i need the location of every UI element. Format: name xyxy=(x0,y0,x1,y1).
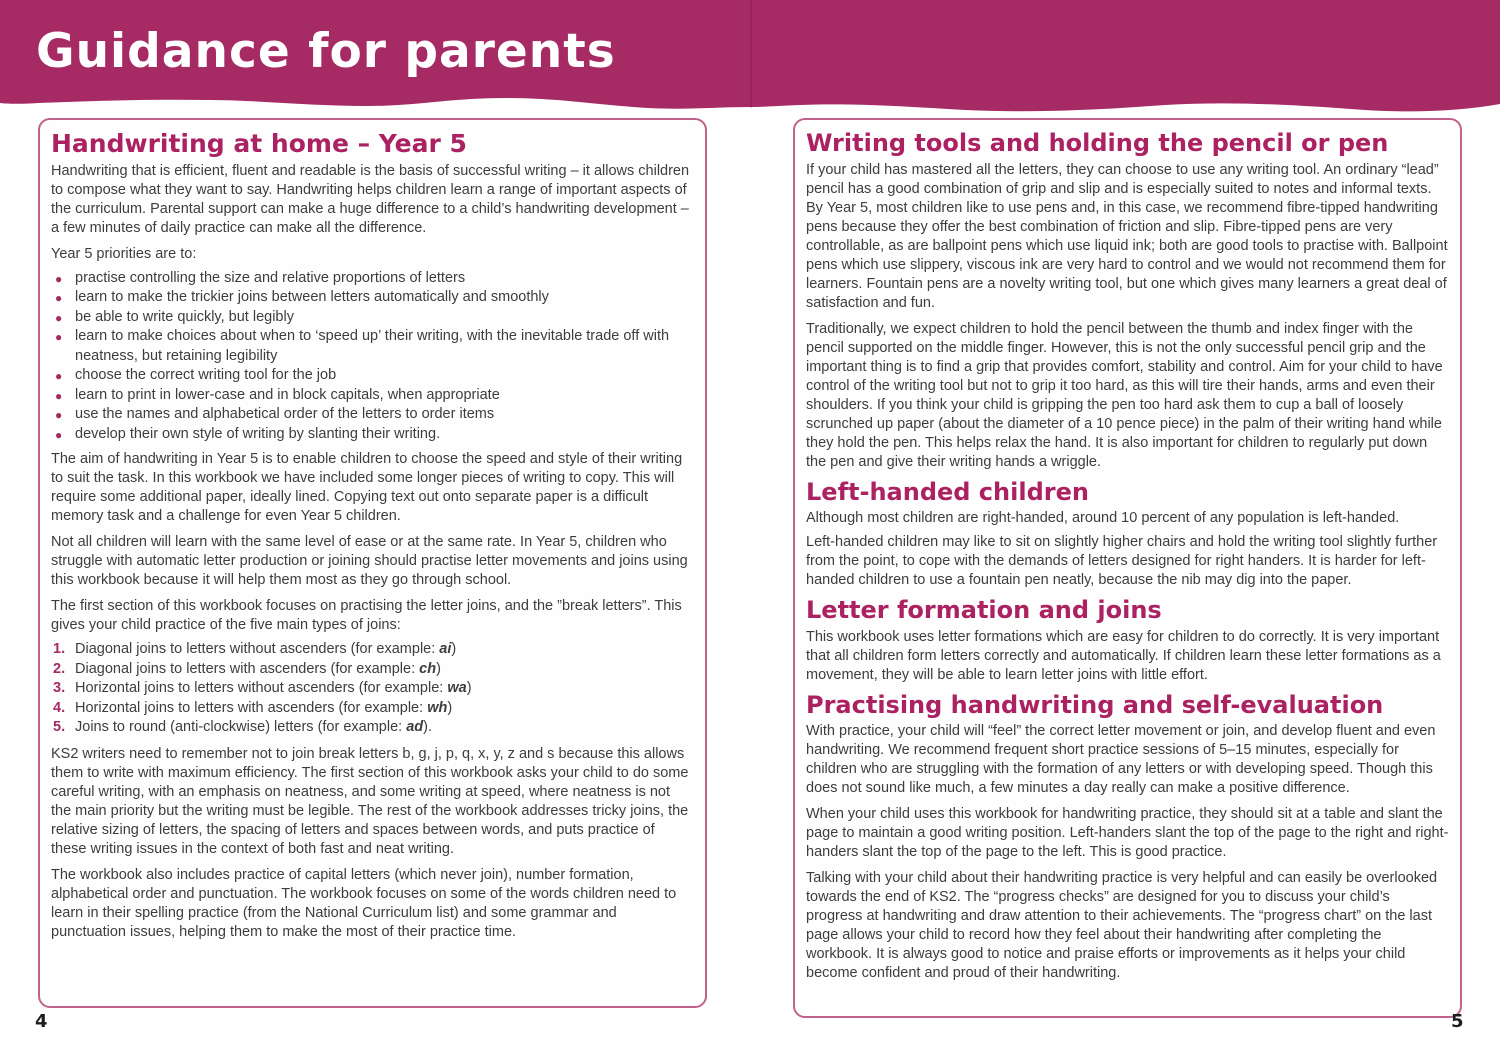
first-section-paragraph: The first section of this workbook focuses on practising the letter joins, and the ”break letters”. This gives your child practice of the five main types of joins: xyxy=(51,598,682,634)
list-item xyxy=(51,640,694,660)
header-banner xyxy=(0,0,1500,120)
bullet-text: learn to make choices about when to ‘speed up’ their writing, with the inevitable trade off with neatness, but retaining legibility xyxy=(75,328,670,364)
aim-paragraph: The aim of handwriting in Year 5 is to enable children to choose the speed and style of their writing to suit the task. In this workbook we have included some longer pieces of writing to copy. This will require some additional paper, ideally lined. Copying text out onto separate paper is a difficult memory task and a challenge for even Year 5 children. xyxy=(51,451,683,525)
join-text: Horizontal joins to letters without ascenders (for example: xyxy=(75,680,448,697)
section-heading-practising: Practising handwriting and self-evaluation xyxy=(806,690,1384,719)
section-heading-handwriting-at-home: Handwriting at home – Year 5 xyxy=(51,129,467,158)
list-item xyxy=(51,386,694,406)
join-text-after: ). xyxy=(423,719,432,736)
list-number: 5. xyxy=(53,719,66,736)
page-gutter-line xyxy=(750,0,752,108)
join-text: Horizontal joins to letters with ascenders (for example: xyxy=(75,699,428,716)
bullet-icon: ● xyxy=(55,369,63,384)
join-text-after: ) xyxy=(447,699,453,716)
page-title: Guidance for parents xyxy=(36,24,616,79)
join-text-after: ) xyxy=(451,641,457,658)
practice-sessions-paragraph: With practice, your child will “feel” the correct letter movement or join, and develop fluent and even handwriting. We recommend frequent short practice sessions of 5–15 minutes, especially for children who are struggling with the formation of any letters or with developing speed. Though this does not sound like much, a few minutes a day really can make a positive difference. xyxy=(806,723,1436,797)
list-item xyxy=(51,288,694,308)
bullet-text: develop their own style of writing by slanting their writing. xyxy=(75,425,441,442)
bullet-text: learn to make the trickier joins between letters automatically and smoothly xyxy=(75,289,549,306)
left-handed-advice-paragraph: Left-handed children may like to sit on slightly higher chairs and hold the writing tool slightly further from the point, to cope with the demands of letters designed for right handers. It is harder for left-handed children to use a fountain pen neatly, because the nib may dig into the paper. xyxy=(806,534,1438,589)
bullet-icon: ● xyxy=(55,310,63,325)
priorities-bullet-list xyxy=(51,269,694,445)
page-number-right: 5 xyxy=(1451,1011,1464,1032)
join-text: Diagonal joins to letters without ascenders (for example: xyxy=(75,641,440,658)
list-item xyxy=(51,327,694,366)
join-example: wa xyxy=(447,680,467,697)
intro-paragraph: Handwriting that is efficient, fluent and readable is the basis of successful writing – it allows children to compose what they want to say. Handwriting helps children learn a range of important aspects of the curriculum. Parental support can make a huge difference to a child’s handwriting development – a few minutes of daily practice can make all the difference. xyxy=(51,162,690,236)
join-example: ch xyxy=(419,660,437,677)
join-text-after: ) xyxy=(436,660,441,677)
bullet-icon: ● xyxy=(55,291,63,306)
list-item xyxy=(51,660,694,680)
list-number: 4. xyxy=(53,699,66,716)
bullet-text: use the names and alphabetical order of the letters to order items xyxy=(75,406,495,423)
join-example: ai xyxy=(439,641,452,658)
join-text: Joins to round (anti-clockwise) letters (for example: xyxy=(75,719,407,736)
list-item xyxy=(51,405,694,425)
bullet-text: choose the correct writing tool for the job xyxy=(75,367,337,384)
list-number: 1. xyxy=(53,641,66,658)
bullet-icon: ● xyxy=(55,427,63,442)
ks2-paragraph: KS2 writers need to remember not to join break letters b, g, j, p, q, x, y, z and s because this allows them to write with maximum efficiency. The first section of this workbook asks your child to do some careful writing, with an emphasis on neatness, and some writing at speed, where neatness is not the main priority but the writing must be legible. The rest of the workbook addresses tricky joins, the relative sizing of letters, the spacing of letters and spaces between words, and puts practice of these writing issues in the context of both fast and neat writing. xyxy=(51,745,689,857)
section-heading-left-handed: Left-handed children xyxy=(806,477,1089,506)
pencil-grip-paragraph: Traditionally, we expect children to hold the pencil between the thumb and index finger with the pencil supported on the middle finger. However, this is not the only successful pencil grip and the important thing is to find a grip that provides comfort, stability and control. Aim for your child to have control of the writing tool but not to grip it too hard, as this will tire their hands, arms and even their shoulders. If you think your child is gripping the pen too hard ask them to cup a ball of loosely scrunched up paper (about the diameter of a 10 pence piece) in the palm of their writing hand while they hold the pen. This helps relax the hand. It is also important for children to regularly put down the pen and give their writing hands a wriggle. xyxy=(806,320,1443,470)
join-text-after: ) xyxy=(466,680,472,697)
progress-checks-paragraph: Talking with your child about their handwriting practice is very helpful and can easily be overlooked towards the end of KS2. The “progress checks” are designed for you to discuss your child’s progress at handwriting and draw attention to their achievements. The “progress chart” on the last page allows your child to record how they feel about their handwriting after completing the workbook. It is always good to notice and praise efforts or improvements as it helps your child become confident and proud of their handwriting. xyxy=(806,870,1438,982)
section-heading-letter-formation: Letter formation and joins xyxy=(806,596,1162,625)
list-item xyxy=(51,308,694,328)
pace-paragraph: Not all children will learn with the same level of ease or at the same rate. In Year 5, children who struggle with automatic letter production or joining should practise letter movements and joins using this workbook because it will help them most as they go through school. xyxy=(51,534,688,589)
list-number: 2. xyxy=(53,660,66,677)
page-number-left: 4 xyxy=(35,1011,48,1032)
bullet-icon: ● xyxy=(55,408,63,423)
section-heading-writing-tools: Writing tools and holding the pencil or pen xyxy=(806,129,1389,157)
bullet-icon: ● xyxy=(55,388,63,403)
list-item xyxy=(51,366,694,386)
list-item xyxy=(51,425,694,445)
bullet-text: learn to print in lower-case and in block capitals, when appropriate xyxy=(75,386,500,403)
writing-tools-paragraph: If your child has mastered all the letters, they can choose to use any writing tool. An ordinary “lead” pencil has a good combination of grip and slip and is especially suited to notes and informal texts. By Year 5, most children like to use pens and, in this case, we recommend fibre-tipped handwriting pens because they offer the best combination of friction and slip. Fibre-tipped pens are very controllable, as are ballpoint pens which use liquid ink; both are good tools to practise with. Ballpoint pens which use slippery, viscous ink are very hard to control and we would not recommend them for learners. Fountain pens are a novelty writing tool, but one which gives many learners a great deal of satisfaction and fun. xyxy=(806,161,1448,311)
left-page-panel xyxy=(38,118,707,1008)
bullet-icon: ● xyxy=(55,271,63,286)
list-item xyxy=(51,679,694,699)
bullet-icon: ● xyxy=(55,330,63,345)
bullet-text: be able to write quickly, but legibly xyxy=(75,308,294,325)
join-types-list xyxy=(51,640,694,738)
list-item xyxy=(51,699,694,719)
writing-position-paragraph: When your child uses this workbook for handwriting practice, they should sit at a table and slant the page to maintain a good writing position. Left-handers slant the top of the page to the right and right-handers slant the top of the page to the left. This is good practice. xyxy=(806,806,1449,861)
join-text: Diagonal joins to letters with ascenders (for example: xyxy=(75,660,420,677)
right-page-panel xyxy=(793,118,1462,1018)
bullet-text: practise controlling the size and relative proportions of letters xyxy=(75,269,466,286)
join-example: wh xyxy=(427,699,448,716)
list-item xyxy=(51,269,694,289)
join-example: ad xyxy=(406,719,424,736)
priorities-label: Year 5 priorities are to: xyxy=(51,245,197,262)
list-item xyxy=(51,718,694,738)
list-number: 3. xyxy=(53,680,66,697)
letter-formation-paragraph: This workbook uses letter formations which are easy for children to do correctly. It is very important that all children form letters correctly and automatically. If children learn these letter formations as a movement, they will be able to learn letter joins with little effort. xyxy=(806,628,1441,683)
left-handed-stat-paragraph: Although most children are right-handed, around 10 percent of any population is left-handed. xyxy=(806,510,1400,527)
workbook-also-paragraph: The workbook also includes practice of capital letters (which never join), number formation, alphabetical order and punctuation. The workbook focuses on some of the words children need to learn in their spelling practice (from the National Curriculum list) and some grammar and punctuation issues, helping them to make the most of their practice time. xyxy=(51,866,677,940)
